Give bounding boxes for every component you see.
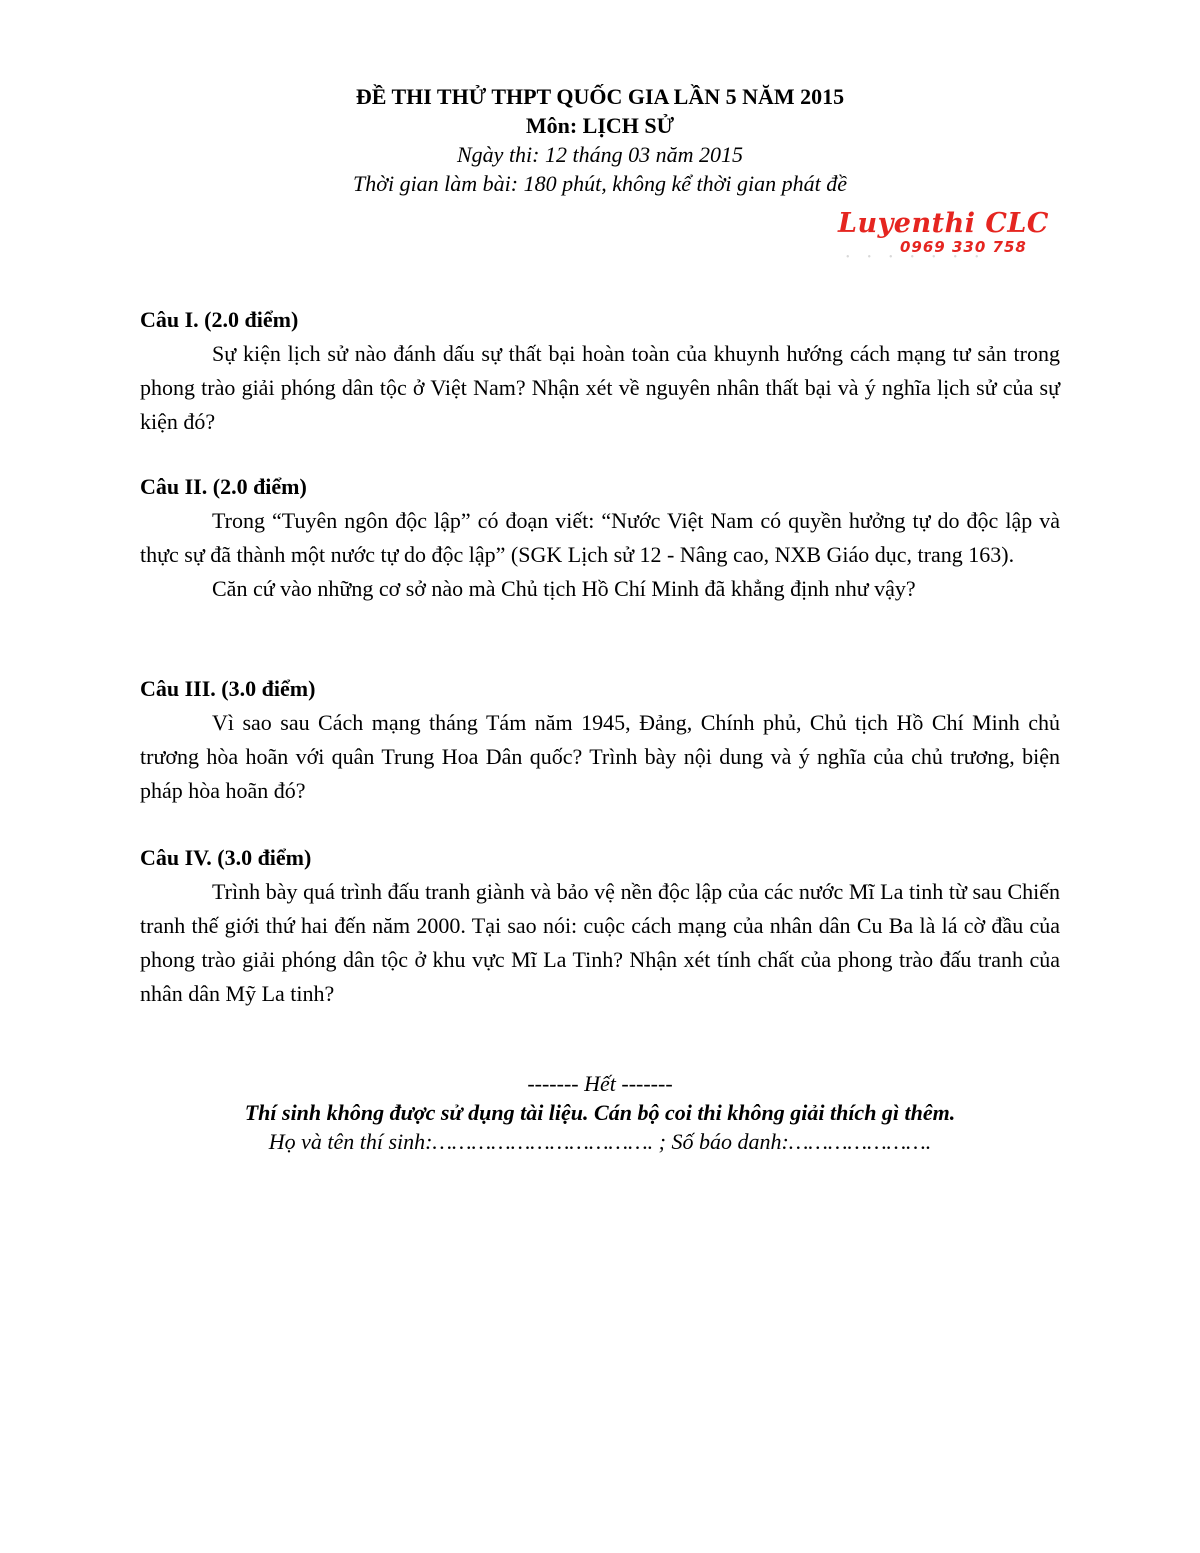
luyenthi-logo [838,208,1068,270]
question-4 [140,841,1060,1011]
exam-note: Thí sinh không được sử dụng tài liệu. Cán bộ coi thi không giải thích gì thêm. [244,1100,956,1125]
question-title: Câu III. (3.0 điểm) [140,676,316,701]
logo-phone: 0969 330 758 [900,238,1027,256]
exam-subject: Môn: LỊCH SỬ [525,113,675,138]
exam-header [0,82,1200,198]
exam-date: Ngày thi: 12 tháng 03 năm 2015 [457,142,743,167]
candidate-info-line: Họ và tên thí sinh:……………………………. ; Số báo danh:…………………. [268,1129,932,1154]
exam-duration: Thời gian làm bài: 180 phút, không kể thời gian phát đề [352,171,847,196]
logo-decoration: ••••••• [846,252,997,263]
exam-footer [0,1069,1200,1156]
end-marker: ------- Hết ------- [527,1071,673,1096]
question-text: Căn cứ vào những cơ sở nào mà Chủ tịch Hồ Chí Minh đã khẳng định như vậy? [212,576,916,601]
question-text: Vì sao sau Cách mạng tháng Tám năm 1945, Đảng, Chính phủ, Chủ tịch Hồ Chí Minh chủ trương hòa hoãn với quân Trung Hoa Dân quốc? Trình bày nội dung và ý nghĩa của chủ trương, biện pháp hòa hoãn đó? [140,710,1060,803]
question-text: Trong “Tuyên ngôn độc lập” có đoạn viết: “Nước Việt Nam có quyền hưởng tự do độc lập và thực sự đã thành một nước tự do độc lập” (SGK Lịch sử 12 - Nâng cao, NXB Giáo dục, trang 163). [140,508,1060,567]
question-text: Trình bày quá trình đấu tranh giành và bảo vệ nền độc lập của các nước Mĩ La tinh từ sau Chiến tranh thế giới thứ hai đến năm 2000. Tại sao nói: cuộc cách mạng của nhân dân Cu Ba là lá cờ đầu của phong trào giải phóng dân tộc ở khu vực Mĩ La Tinh? Nhận xét tính chất của phong trào đấu tranh của nhân dân Mỹ La tinh? [140,879,1060,1006]
question-2 [140,470,1060,606]
question-3 [140,672,1060,808]
exam-title: ĐỀ THI THỬ THPT QUỐC GIA LẦN 5 NĂM 2015 [355,84,845,109]
question-title: Câu II. (2.0 điểm) [140,474,307,499]
question-title: Câu IV. (3.0 điểm) [140,845,312,870]
question-1 [140,303,1060,439]
logo-name: Luyenthi CLC [838,208,1049,239]
question-text: Sự kiện lịch sử nào đánh dấu sự thất bại hoàn toàn của khuynh hướng cách mạng tư sản trong phong trào giải phóng dân tộc ở Việt Nam? Nhận xét về nguyên nhân thất bại và ý nghĩa lịch sử của sự kiện đó? [140,341,1060,434]
question-title: Câu I. (2.0 điểm) [140,307,299,332]
